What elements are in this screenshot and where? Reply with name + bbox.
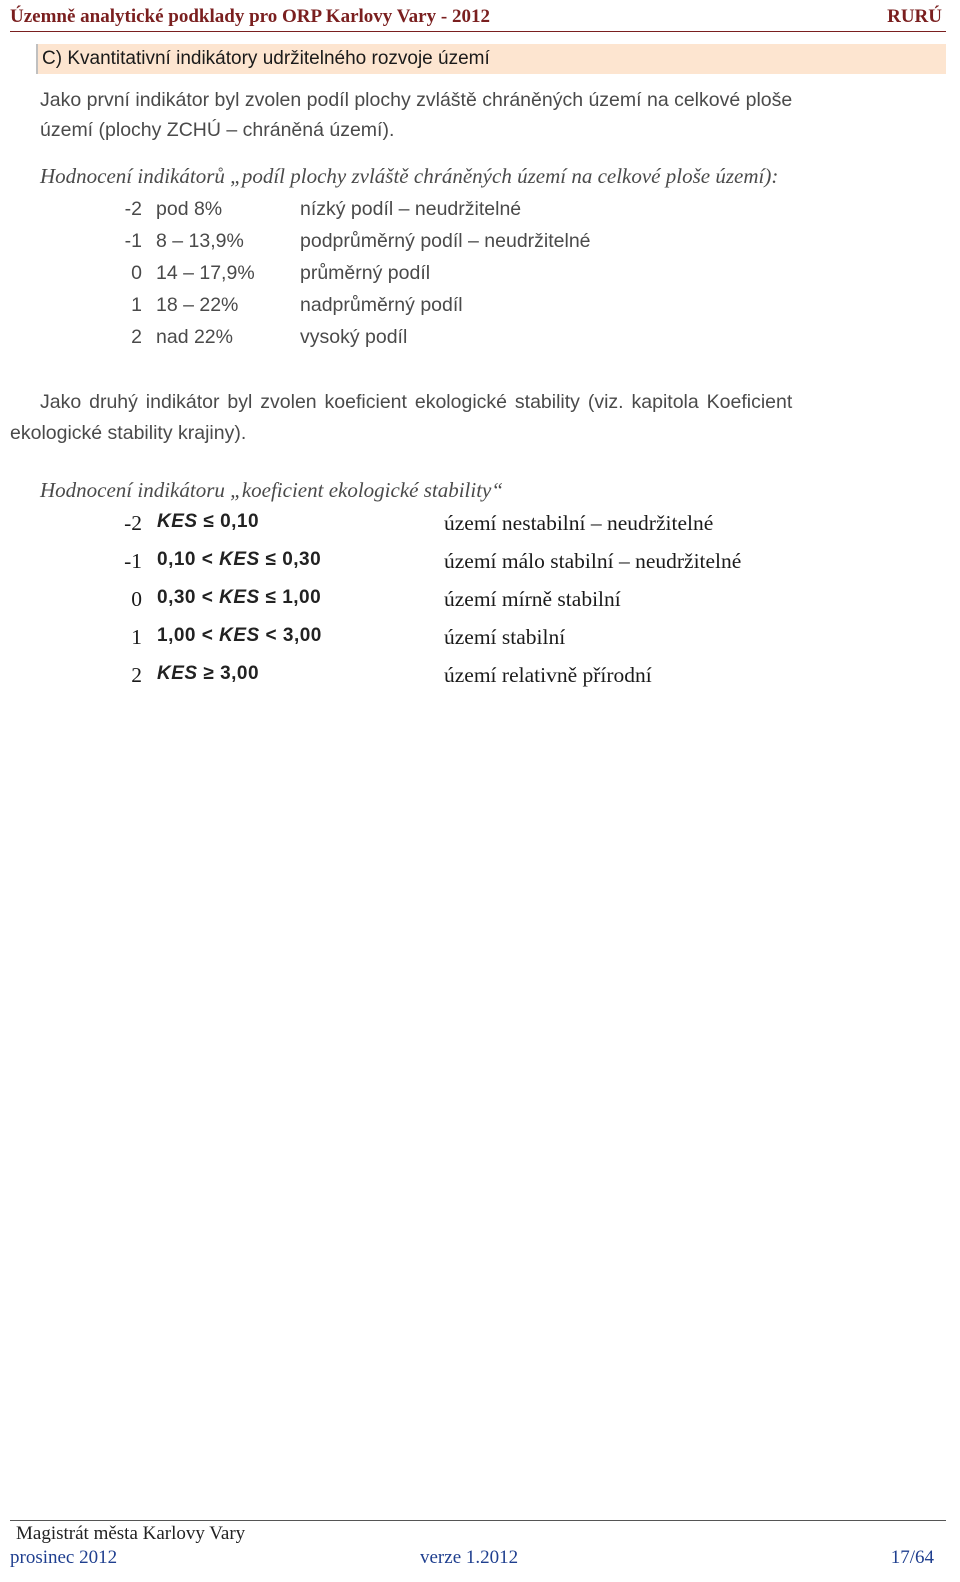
indicator1-label: nízký podíl – neudržitelné (300, 198, 522, 220)
paragraph1-line1: Jako první indikátor byl zvolen podíl plochy zvláště chráněných území na celkové ploše (40, 89, 793, 111)
section-heading-bar (36, 44, 946, 74)
indicator2-label: území nestabilní – neudržitelné (444, 511, 714, 535)
formula-kes: KES (157, 663, 198, 684)
formula-kes: KES (157, 511, 198, 532)
formula-pre: 0,30 < (157, 587, 220, 608)
kes-formula (157, 587, 321, 609)
indicator2-label: území málo stabilní – neudržitelné (444, 549, 742, 573)
indicator2-score: 1 (131, 625, 142, 649)
paragraph2-line1: Jako druhý indikátor byl zvolen koeficient ekologické stability (viz. kapitola Koeficient (40, 391, 793, 413)
footer-divider (10, 1520, 946, 1521)
indicator1-score: 2 (131, 326, 142, 348)
footer-page-number: 17/64 (890, 1547, 934, 1568)
paragraph2-line2: ekologické stability krajiny). (10, 422, 247, 444)
indicator2-score: -1 (124, 549, 142, 573)
formula-kes: KES (219, 549, 260, 570)
indicator1-label: průměrný podíl (300, 262, 431, 284)
indicator1-heading: Hodnocení indikátorů „podíl plochy zvláště chráněných území na celkové ploše území): (40, 164, 779, 188)
formula-post: ≥ 3,00 (197, 663, 260, 684)
indicator1-label: vysoký podíl (300, 326, 408, 348)
footer-date: prosinec 2012 (10, 1547, 118, 1568)
formula-post: < 3,00 (259, 625, 322, 646)
footer-version: verze 1.2012 (420, 1547, 519, 1568)
document-header-tag: RURÚ (887, 6, 942, 27)
indicator2-score: 2 (131, 663, 142, 687)
kes-formula (157, 663, 259, 685)
paragraph1-line2: území (plochy ZCHÚ – chráněná území). (40, 119, 395, 141)
document-header-title: Územně analytické podklady pro ORP Karlovy Vary - 2012 (10, 6, 490, 27)
indicator1-range: pod 8% (156, 198, 223, 220)
indicator2-heading: Hodnocení indikátoru „koeficient ekologické stability“ (40, 478, 504, 502)
formula-kes: KES (219, 587, 260, 608)
indicator1-range: 18 – 22% (156, 294, 239, 316)
indicator1-range: 14 – 17,9% (156, 262, 255, 284)
formula-post: ≤ 0,10 (197, 511, 260, 532)
footer-organization: Magistrát města Karlovy Vary (16, 1523, 246, 1544)
section-heading: C) Kvantitativní indikátory udržitelného rozvoje území (42, 48, 490, 69)
kes-formula (157, 625, 322, 647)
formula-post: ≤ 0,30 (259, 549, 322, 570)
formula-post: ≤ 1,00 (259, 587, 322, 608)
indicator1-label: nadprůměrný podíl (300, 294, 463, 316)
indicator2-label: území relativně přírodní (444, 663, 652, 687)
indicator2-score: -2 (124, 511, 142, 535)
indicator1-score: -2 (124, 198, 142, 220)
header-divider (10, 31, 946, 32)
indicator1-score: 0 (131, 262, 142, 284)
indicator2-label: území stabilní (444, 625, 566, 649)
indicator1-label: podprůměrný podíl – neudržitelné (300, 230, 591, 252)
formula-pre: 0,10 < (157, 549, 220, 570)
indicator2-label: území mírně stabilní (444, 587, 621, 611)
kes-formula (157, 511, 259, 533)
indicator2-score: 0 (131, 587, 142, 611)
indicator1-score: 1 (131, 294, 142, 316)
indicator1-range: 8 – 13,9% (156, 230, 244, 252)
formula-kes: KES (219, 625, 260, 646)
formula-pre: 1,00 < (157, 625, 220, 646)
indicator1-range: nad 22% (156, 326, 233, 348)
kes-formula (157, 549, 321, 571)
indicator1-score: -1 (124, 230, 142, 252)
